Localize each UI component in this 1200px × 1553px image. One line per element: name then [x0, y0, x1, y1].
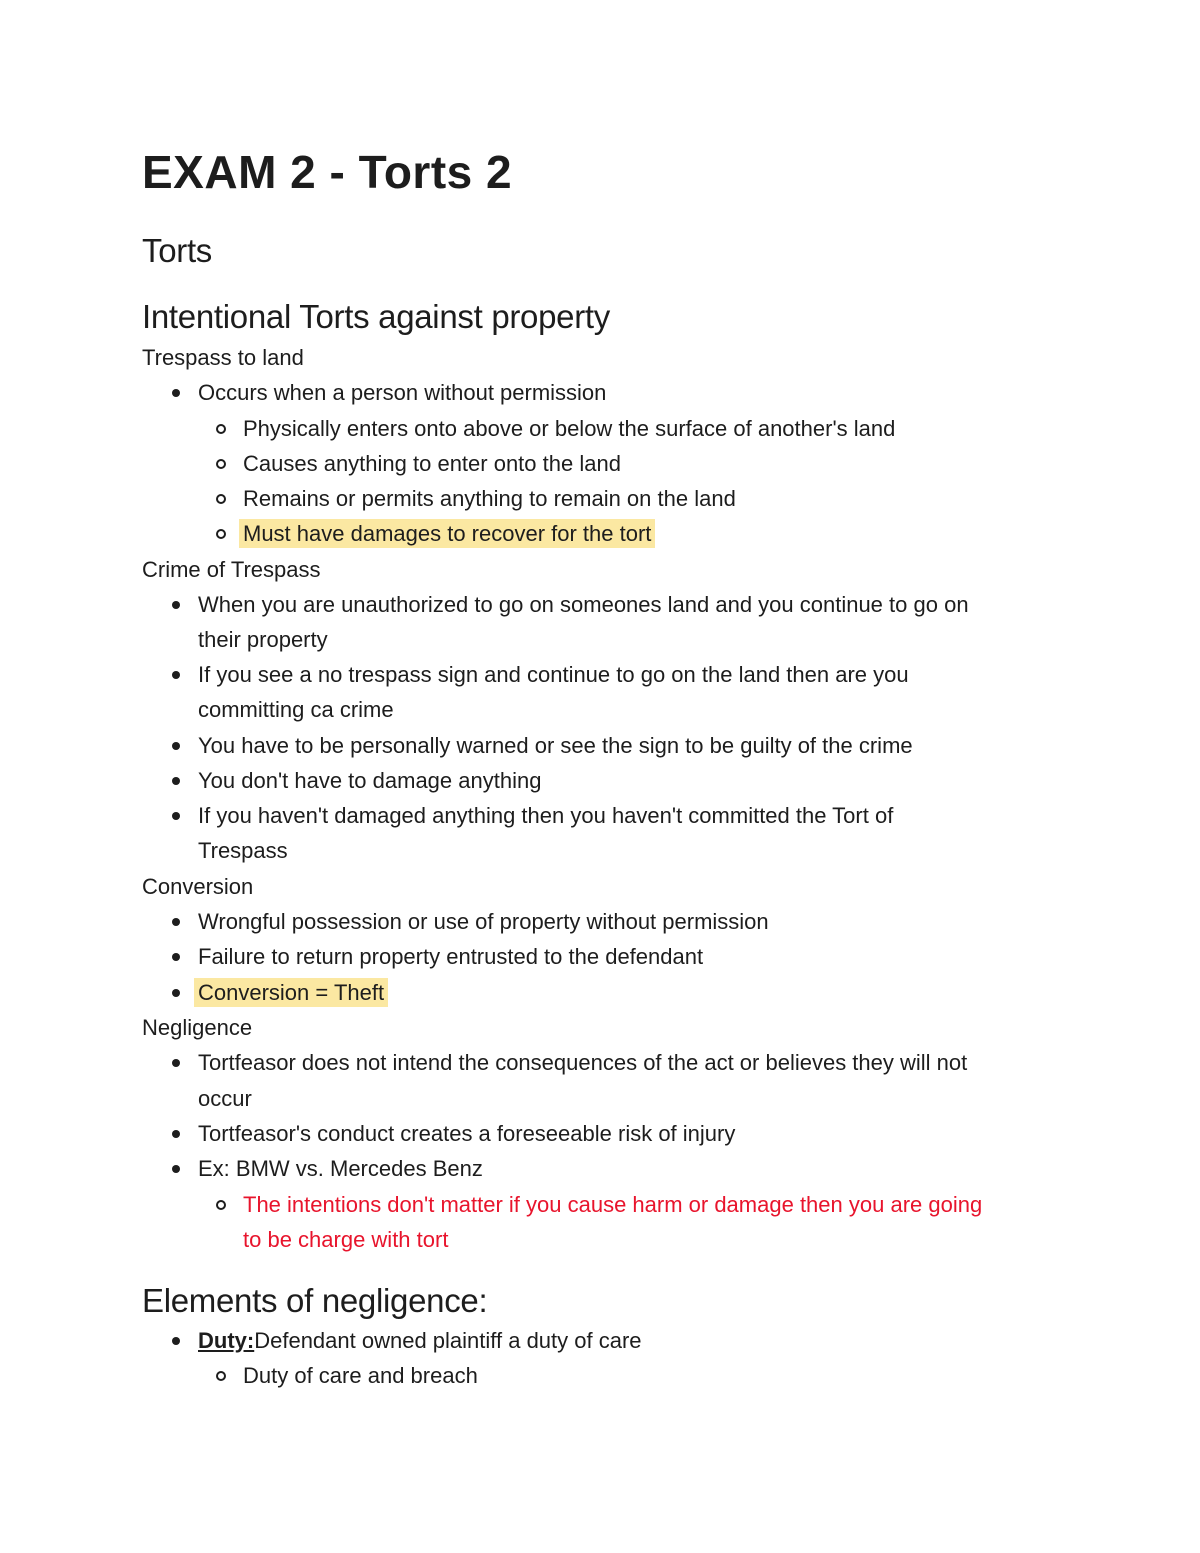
list-item: Tortfeasor does not intend the consequences of the act or believes they will not: [198, 1045, 967, 1080]
list-item: [198, 1323, 642, 1358]
list-item-continuation: Trespass: [198, 838, 288, 863]
negligence-label: Negligence: [142, 1015, 253, 1040]
list-item: Failure to return property entrusted to the defendant: [198, 939, 703, 974]
list-item: Ex: BMW vs. Mercedes Benz: [198, 1151, 483, 1186]
list-item: You don't have to damage anything: [198, 763, 541, 798]
duty-label: Duty:: [198, 1328, 255, 1353]
list-item: When you are unauthorized to go on someones land and you continue to go on: [198, 587, 969, 622]
highlighted-text: Conversion = Theft: [194, 978, 388, 1007]
heading-torts: Torts: [142, 232, 213, 269]
bullet-circle-icon: [216, 459, 226, 469]
list-item-continuation: to be charge with tort: [243, 1227, 449, 1252]
bullet-icon: [172, 671, 180, 679]
document-title: EXAM 2 - Torts 2: [142, 146, 513, 198]
list-item: You have to be personally warned or see the sign to be guilty of the crime: [198, 728, 913, 763]
list-item: If you see a no trespass sign and continue to go on the land then are you: [198, 657, 909, 692]
bullet-circle-icon: [216, 1200, 226, 1210]
crime-of-trespass-label: Crime of Trespass: [142, 557, 321, 582]
conversion-label: Conversion: [142, 874, 254, 899]
list-item: The intentions don't matter if you cause harm or damage then you are going: [243, 1187, 982, 1222]
list-item-continuation: committing ca crime: [198, 697, 394, 722]
bullet-icon: [172, 601, 180, 609]
list-item: [198, 975, 388, 1010]
bullet-icon: [172, 777, 180, 785]
list-item: Wrongful possession or use of property without permission: [198, 904, 769, 939]
heading-elements-of-negligence: Elements of negligence:: [142, 1282, 488, 1319]
bullet-icon: [172, 953, 180, 961]
duty-text: Defendant owned plaintiff a duty of care: [254, 1328, 642, 1353]
heading-intentional-torts: Intentional Torts against property: [142, 298, 610, 335]
bullet-icon: [172, 989, 180, 997]
trespass-to-land-label: Trespass to land: [142, 345, 304, 370]
bullet-circle-icon: [216, 424, 226, 434]
bullet-circle-icon: [216, 1371, 226, 1381]
bullet-icon: [172, 1059, 180, 1067]
list-item: Causes anything to enter onto the land: [243, 446, 621, 481]
bullet-icon: [172, 742, 180, 750]
list-item-continuation: occur: [198, 1086, 252, 1111]
list-item: Tortfeasor's conduct creates a foreseeable risk of injury: [198, 1116, 735, 1151]
bullet-circle-icon: [216, 529, 226, 539]
bullet-circle-icon: [216, 494, 226, 504]
bullet-icon: [172, 389, 180, 397]
bullet-icon: [172, 918, 180, 926]
bullet-icon: [172, 812, 180, 820]
list-item: Remains or permits anything to remain on the land: [243, 481, 736, 516]
highlighted-text: Must have damages to recover for the tort: [239, 519, 655, 548]
list-item-continuation: their property: [198, 627, 328, 652]
list-item: [243, 516, 655, 551]
bullet-icon: [172, 1165, 180, 1173]
list-item: Physically enters onto above or below the surface of another's land: [243, 411, 895, 446]
bullet-icon: [172, 1337, 180, 1345]
bullet-icon: [172, 1130, 180, 1138]
list-item: Occurs when a person without permission: [198, 375, 606, 410]
list-item: Duty of care and breach: [243, 1358, 478, 1393]
list-item: If you haven't damaged anything then you haven't committed the Tort of: [198, 798, 893, 833]
